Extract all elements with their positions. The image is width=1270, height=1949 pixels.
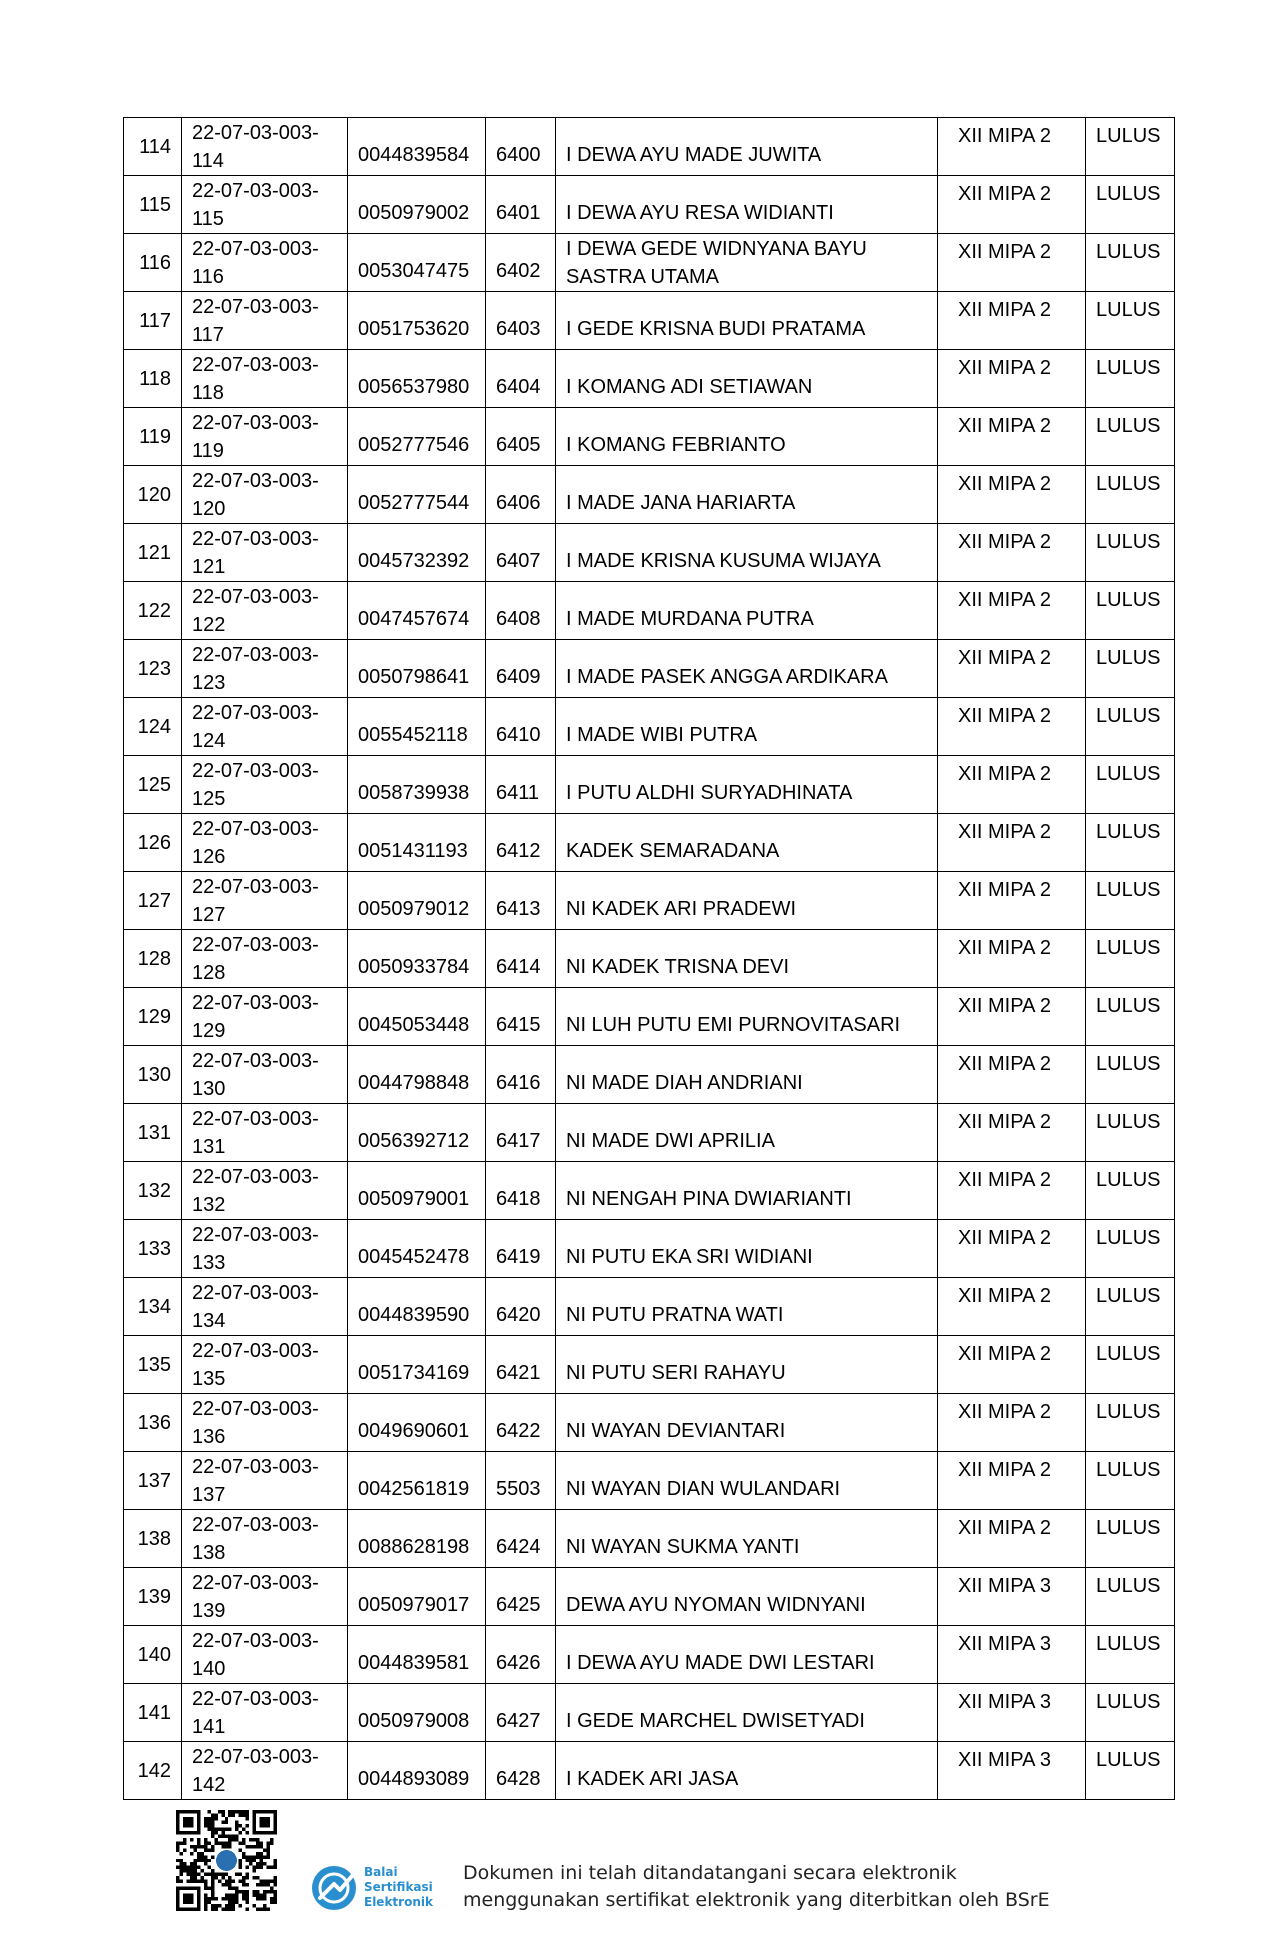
class-cell: XII MIPA 2 xyxy=(938,466,1086,524)
nisn-cell: 0050979002 xyxy=(348,176,486,234)
table-row xyxy=(124,1336,1175,1394)
status-cell: LULUS xyxy=(1086,756,1175,814)
registration-number-cell: 22-07-03-003-141 xyxy=(182,1684,348,1742)
class-cell: XII MIPA 2 xyxy=(938,640,1086,698)
table-row xyxy=(124,1162,1175,1220)
row-number-cell: 134 xyxy=(124,1278,182,1336)
status-cell: LULUS xyxy=(1086,698,1175,756)
row-number-cell: 140 xyxy=(124,1626,182,1684)
class-cell: XII MIPA 2 xyxy=(938,118,1086,176)
nis-cell: 6404 xyxy=(486,350,556,408)
logo-line-1: Balai xyxy=(364,1865,398,1879)
nis-cell: 6417 xyxy=(486,1104,556,1162)
nisn-cell: 0050979012 xyxy=(348,872,486,930)
signature-line-2: menggunakan sertifikat elektronik yang diterbitkan oleh BSrE xyxy=(463,1889,1050,1911)
row-number-cell: 124 xyxy=(124,698,182,756)
table-row xyxy=(124,698,1175,756)
nis-cell: 6416 xyxy=(486,1046,556,1104)
table-row xyxy=(124,756,1175,814)
row-number-cell: 121 xyxy=(124,524,182,582)
student-name-cell: I DEWA GEDE WIDNYANA BAYU SASTRA UTAMA xyxy=(556,234,938,292)
status-cell: LULUS xyxy=(1086,1104,1175,1162)
table-row xyxy=(124,1510,1175,1568)
nisn-cell: 0050979017 xyxy=(348,1568,486,1626)
table-row xyxy=(124,1452,1175,1510)
row-number-cell: 127 xyxy=(124,872,182,930)
registration-number-cell: 22-07-03-003-124 xyxy=(182,698,348,756)
student-name-cell: DEWA AYU NYOMAN WIDNYANI xyxy=(556,1568,938,1626)
nis-cell: 6408 xyxy=(486,582,556,640)
class-cell: XII MIPA 3 xyxy=(938,1626,1086,1684)
class-cell: XII MIPA 3 xyxy=(938,1568,1086,1626)
nis-cell: 6402 xyxy=(486,234,556,292)
registration-number-cell: 22-07-03-003-119 xyxy=(182,408,348,466)
nis-cell: 6414 xyxy=(486,930,556,988)
class-cell: XII MIPA 2 xyxy=(938,1452,1086,1510)
student-name-cell: I MADE WIBI PUTRA xyxy=(556,698,938,756)
student-name-cell: NI KADEK ARI PRADEWI xyxy=(556,872,938,930)
nisn-cell: 0044893089 xyxy=(348,1742,486,1800)
row-number-cell: 118 xyxy=(124,350,182,408)
class-cell: XII MIPA 2 xyxy=(938,930,1086,988)
status-cell: LULUS xyxy=(1086,524,1175,582)
table-row xyxy=(124,872,1175,930)
status-cell: LULUS xyxy=(1086,1046,1175,1104)
nisn-cell: 0044839581 xyxy=(348,1626,486,1684)
table-row xyxy=(124,1220,1175,1278)
table-row xyxy=(124,988,1175,1046)
nisn-cell: 0088628198 xyxy=(348,1510,486,1568)
nisn-cell: 0044798848 xyxy=(348,1046,486,1104)
table-row xyxy=(124,234,1175,292)
student-name-cell: NI PUTU SERI RAHAYU xyxy=(556,1336,938,1394)
class-cell: XII MIPA 2 xyxy=(938,698,1086,756)
registration-number-cell: 22-07-03-003-129 xyxy=(182,988,348,1046)
class-cell: XII MIPA 3 xyxy=(938,1742,1086,1800)
nisn-cell: 0045452478 xyxy=(348,1220,486,1278)
status-cell: LULUS xyxy=(1086,1336,1175,1394)
student-name-cell: NI PUTU PRATNA WATI xyxy=(556,1278,938,1336)
class-cell: XII MIPA 2 xyxy=(938,408,1086,466)
table-row xyxy=(124,1278,1175,1336)
nisn-cell: 0044839590 xyxy=(348,1278,486,1336)
class-cell: XII MIPA 3 xyxy=(938,1684,1086,1742)
nis-cell: 6415 xyxy=(486,988,556,1046)
class-cell: XII MIPA 2 xyxy=(938,1510,1086,1568)
row-number-cell: 114 xyxy=(124,118,182,176)
status-cell: LULUS xyxy=(1086,350,1175,408)
nis-cell: 6425 xyxy=(486,1568,556,1626)
nis-cell: 6412 xyxy=(486,814,556,872)
row-number-cell: 120 xyxy=(124,466,182,524)
row-number-cell: 115 xyxy=(124,176,182,234)
registration-number-cell: 22-07-03-003-142 xyxy=(182,1742,348,1800)
nisn-cell: 0050979001 xyxy=(348,1162,486,1220)
table-row xyxy=(124,930,1175,988)
student-name-cell: I DEWA AYU RESA WIDIANTI xyxy=(556,176,938,234)
graduation-table xyxy=(123,117,1175,1800)
status-cell: LULUS xyxy=(1086,640,1175,698)
nis-cell: 6406 xyxy=(486,466,556,524)
nis-cell: 5503 xyxy=(486,1452,556,1510)
student-name-cell: I GEDE KRISNA BUDI PRATAMA xyxy=(556,292,938,350)
registration-number-cell: 22-07-03-003-114 xyxy=(182,118,348,176)
status-cell: LULUS xyxy=(1086,1452,1175,1510)
student-name-cell: I MADE JANA HARIARTA xyxy=(556,466,938,524)
row-number-cell: 116 xyxy=(124,234,182,292)
table-row xyxy=(124,524,1175,582)
class-cell: XII MIPA 2 xyxy=(938,582,1086,640)
registration-number-cell: 22-07-03-003-128 xyxy=(182,930,348,988)
student-name-cell: I PUTU ALDHI SURYADHINATA xyxy=(556,756,938,814)
nisn-cell: 0052777544 xyxy=(348,466,486,524)
nis-cell: 6403 xyxy=(486,292,556,350)
student-name-cell: I DEWA AYU MADE JUWITA xyxy=(556,118,938,176)
student-name-cell: NI PUTU EKA SRI WIDIANI xyxy=(556,1220,938,1278)
class-cell: XII MIPA 2 xyxy=(938,756,1086,814)
student-name-cell: I GEDE MARCHEL DWISETYADI xyxy=(556,1684,938,1742)
row-number-cell: 137 xyxy=(124,1452,182,1510)
nisn-cell: 0051431193 xyxy=(348,814,486,872)
table-row xyxy=(124,1626,1175,1684)
student-name-cell: I KOMANG ADI SETIAWAN xyxy=(556,350,938,408)
class-cell: XII MIPA 2 xyxy=(938,1336,1086,1394)
student-name-cell: I KOMANG FEBRIANTO xyxy=(556,408,938,466)
row-number-cell: 130 xyxy=(124,1046,182,1104)
signature-note xyxy=(463,1860,1050,1914)
nis-cell: 6418 xyxy=(486,1162,556,1220)
status-cell: LULUS xyxy=(1086,234,1175,292)
class-cell: XII MIPA 2 xyxy=(938,1394,1086,1452)
row-number-cell: 135 xyxy=(124,1336,182,1394)
student-name-cell: NI MADE DIAH ANDRIANI xyxy=(556,1046,938,1104)
row-number-cell: 141 xyxy=(124,1684,182,1742)
status-cell: LULUS xyxy=(1086,1162,1175,1220)
nisn-cell: 0045732392 xyxy=(348,524,486,582)
status-cell: LULUS xyxy=(1086,988,1175,1046)
class-cell: XII MIPA 2 xyxy=(938,1104,1086,1162)
student-name-cell: I DEWA AYU MADE DWI LESTARI xyxy=(556,1626,938,1684)
signature-footer xyxy=(0,1800,1270,1949)
student-name-cell: NI LUH PUTU EMI PURNOVITASARI xyxy=(556,988,938,1046)
class-cell: XII MIPA 2 xyxy=(938,234,1086,292)
registration-number-cell: 22-07-03-003-136 xyxy=(182,1394,348,1452)
nisn-cell: 0058739938 xyxy=(348,756,486,814)
registration-number-cell: 22-07-03-003-138 xyxy=(182,1510,348,1568)
nisn-cell: 0047457674 xyxy=(348,582,486,640)
status-cell: LULUS xyxy=(1086,1626,1175,1684)
nis-cell: 6407 xyxy=(486,524,556,582)
nis-cell: 6428 xyxy=(486,1742,556,1800)
student-name-cell: NI WAYAN SUKMA YANTI xyxy=(556,1510,938,1568)
registration-number-cell: 22-07-03-003-130 xyxy=(182,1046,348,1104)
class-cell: XII MIPA 2 xyxy=(938,176,1086,234)
student-name-cell: NI WAYAN DIAN WULANDARI xyxy=(556,1452,938,1510)
registration-number-cell: 22-07-03-003-135 xyxy=(182,1336,348,1394)
table-row xyxy=(124,1742,1175,1800)
nisn-cell: 0053047475 xyxy=(348,234,486,292)
nisn-cell: 0050798641 xyxy=(348,640,486,698)
status-cell: LULUS xyxy=(1086,408,1175,466)
class-cell: XII MIPA 2 xyxy=(938,1162,1086,1220)
status-cell: LULUS xyxy=(1086,466,1175,524)
registration-number-cell: 22-07-03-003-133 xyxy=(182,1220,348,1278)
registration-number-cell: 22-07-03-003-120 xyxy=(182,466,348,524)
row-number-cell: 138 xyxy=(124,1510,182,1568)
table-row xyxy=(124,1568,1175,1626)
table-row xyxy=(124,408,1175,466)
table-row xyxy=(124,466,1175,524)
nis-cell: 6421 xyxy=(486,1336,556,1394)
nisn-cell: 0052777546 xyxy=(348,408,486,466)
table-row xyxy=(124,582,1175,640)
status-cell: LULUS xyxy=(1086,1510,1175,1568)
row-number-cell: 139 xyxy=(124,1568,182,1626)
status-cell: LULUS xyxy=(1086,1568,1175,1626)
status-cell: LULUS xyxy=(1086,582,1175,640)
class-cell: XII MIPA 2 xyxy=(938,814,1086,872)
status-cell: LULUS xyxy=(1086,118,1175,176)
nis-cell: 6419 xyxy=(486,1220,556,1278)
registration-number-cell: 22-07-03-003-123 xyxy=(182,640,348,698)
logo-line-2: Sertifikasi xyxy=(364,1880,433,1894)
nis-cell: 6401 xyxy=(486,176,556,234)
row-number-cell: 123 xyxy=(124,640,182,698)
class-cell: XII MIPA 2 xyxy=(938,292,1086,350)
registration-number-cell: 22-07-03-003-125 xyxy=(182,756,348,814)
registration-number-cell: 22-07-03-003-121 xyxy=(182,524,348,582)
signature-line-1: Dokumen ini telah ditandatangani secara elektronik xyxy=(463,1862,957,1884)
class-cell: XII MIPA 2 xyxy=(938,524,1086,582)
status-cell: LULUS xyxy=(1086,1278,1175,1336)
status-cell: LULUS xyxy=(1086,1394,1175,1452)
student-name-cell: NI NENGAH PINA DWIARIANTI xyxy=(556,1162,938,1220)
registration-number-cell: 22-07-03-003-139 xyxy=(182,1568,348,1626)
row-number-cell: 131 xyxy=(124,1104,182,1162)
class-cell: XII MIPA 2 xyxy=(938,988,1086,1046)
table-row xyxy=(124,176,1175,234)
nisn-cell: 0042561819 xyxy=(348,1452,486,1510)
nisn-cell: 0050933784 xyxy=(348,930,486,988)
class-cell: XII MIPA 2 xyxy=(938,1220,1086,1278)
table-row xyxy=(124,292,1175,350)
row-number-cell: 132 xyxy=(124,1162,182,1220)
registration-number-cell: 22-07-03-003-118 xyxy=(182,350,348,408)
student-name-cell: I MADE MURDANA PUTRA xyxy=(556,582,938,640)
nis-cell: 6426 xyxy=(486,1626,556,1684)
registration-number-cell: 22-07-03-003-117 xyxy=(182,292,348,350)
class-cell: XII MIPA 2 xyxy=(938,1278,1086,1336)
student-name-cell: KADEK SEMARADANA xyxy=(556,814,938,872)
row-number-cell: 125 xyxy=(124,756,182,814)
class-cell: XII MIPA 2 xyxy=(938,350,1086,408)
nis-cell: 6424 xyxy=(486,1510,556,1568)
table-row xyxy=(124,118,1175,176)
nis-cell: 6410 xyxy=(486,698,556,756)
row-number-cell: 128 xyxy=(124,930,182,988)
bsre-logo-icon xyxy=(310,1858,462,1914)
nis-cell: 6422 xyxy=(486,1394,556,1452)
table-row xyxy=(124,640,1175,698)
student-name-cell: I MADE KRISNA KUSUMA WIJAYA xyxy=(556,524,938,582)
nisn-cell: 0049690601 xyxy=(348,1394,486,1452)
table-row xyxy=(124,814,1175,872)
table-row xyxy=(124,350,1175,408)
qr-code-icon xyxy=(176,1810,277,1911)
status-cell: LULUS xyxy=(1086,1742,1175,1800)
class-cell: XII MIPA 2 xyxy=(938,1046,1086,1104)
row-number-cell: 117 xyxy=(124,292,182,350)
nis-cell: 6400 xyxy=(486,118,556,176)
table-row xyxy=(124,1046,1175,1104)
student-name-cell: I MADE PASEK ANGGA ARDIKARA xyxy=(556,640,938,698)
nisn-cell: 0051753620 xyxy=(348,292,486,350)
registration-number-cell: 22-07-03-003-140 xyxy=(182,1626,348,1684)
nisn-cell: 0056392712 xyxy=(348,1104,486,1162)
student-name-cell: NI WAYAN DEVIANTARI xyxy=(556,1394,938,1452)
nisn-cell: 0044839584 xyxy=(348,118,486,176)
status-cell: LULUS xyxy=(1086,930,1175,988)
registration-number-cell: 22-07-03-003-137 xyxy=(182,1452,348,1510)
nis-cell: 6409 xyxy=(486,640,556,698)
registration-number-cell: 22-07-03-003-126 xyxy=(182,814,348,872)
class-cell: XII MIPA 2 xyxy=(938,872,1086,930)
registration-number-cell: 22-07-03-003-134 xyxy=(182,1278,348,1336)
student-name-cell: NI MADE DWI APRILIA xyxy=(556,1104,938,1162)
nis-cell: 6413 xyxy=(486,872,556,930)
row-number-cell: 133 xyxy=(124,1220,182,1278)
logo-line-3: Elektronik xyxy=(364,1895,433,1909)
registration-number-cell: 22-07-03-003-132 xyxy=(182,1162,348,1220)
row-number-cell: 126 xyxy=(124,814,182,872)
nis-cell: 6411 xyxy=(486,756,556,814)
row-number-cell: 119 xyxy=(124,408,182,466)
nisn-cell: 0045053448 xyxy=(348,988,486,1046)
table-row xyxy=(124,1684,1175,1742)
nisn-cell: 0050979008 xyxy=(348,1684,486,1742)
table-row xyxy=(124,1104,1175,1162)
nisn-cell: 0056537980 xyxy=(348,350,486,408)
status-cell: LULUS xyxy=(1086,1684,1175,1742)
table-row xyxy=(124,1394,1175,1452)
nis-cell: 6420 xyxy=(486,1278,556,1336)
student-name-cell: I KADEK ARI JASA xyxy=(556,1742,938,1800)
registration-number-cell: 22-07-03-003-116 xyxy=(182,234,348,292)
status-cell: LULUS xyxy=(1086,292,1175,350)
registration-number-cell: 22-07-03-003-115 xyxy=(182,176,348,234)
row-number-cell: 129 xyxy=(124,988,182,1046)
row-number-cell: 122 xyxy=(124,582,182,640)
status-cell: LULUS xyxy=(1086,814,1175,872)
row-number-cell: 136 xyxy=(124,1394,182,1452)
row-number-cell: 142 xyxy=(124,1742,182,1800)
nisn-cell: 0051734169 xyxy=(348,1336,486,1394)
registration-number-cell: 22-07-03-003-127 xyxy=(182,872,348,930)
status-cell: LULUS xyxy=(1086,872,1175,930)
student-name-cell: NI KADEK TRISNA DEVI xyxy=(556,930,938,988)
registration-number-cell: 22-07-03-003-131 xyxy=(182,1104,348,1162)
nis-cell: 6427 xyxy=(486,1684,556,1742)
nisn-cell: 0055452118 xyxy=(348,698,486,756)
registration-number-cell: 22-07-03-003-122 xyxy=(182,582,348,640)
status-cell: LULUS xyxy=(1086,1220,1175,1278)
status-cell: LULUS xyxy=(1086,176,1175,234)
nis-cell: 6405 xyxy=(486,408,556,466)
